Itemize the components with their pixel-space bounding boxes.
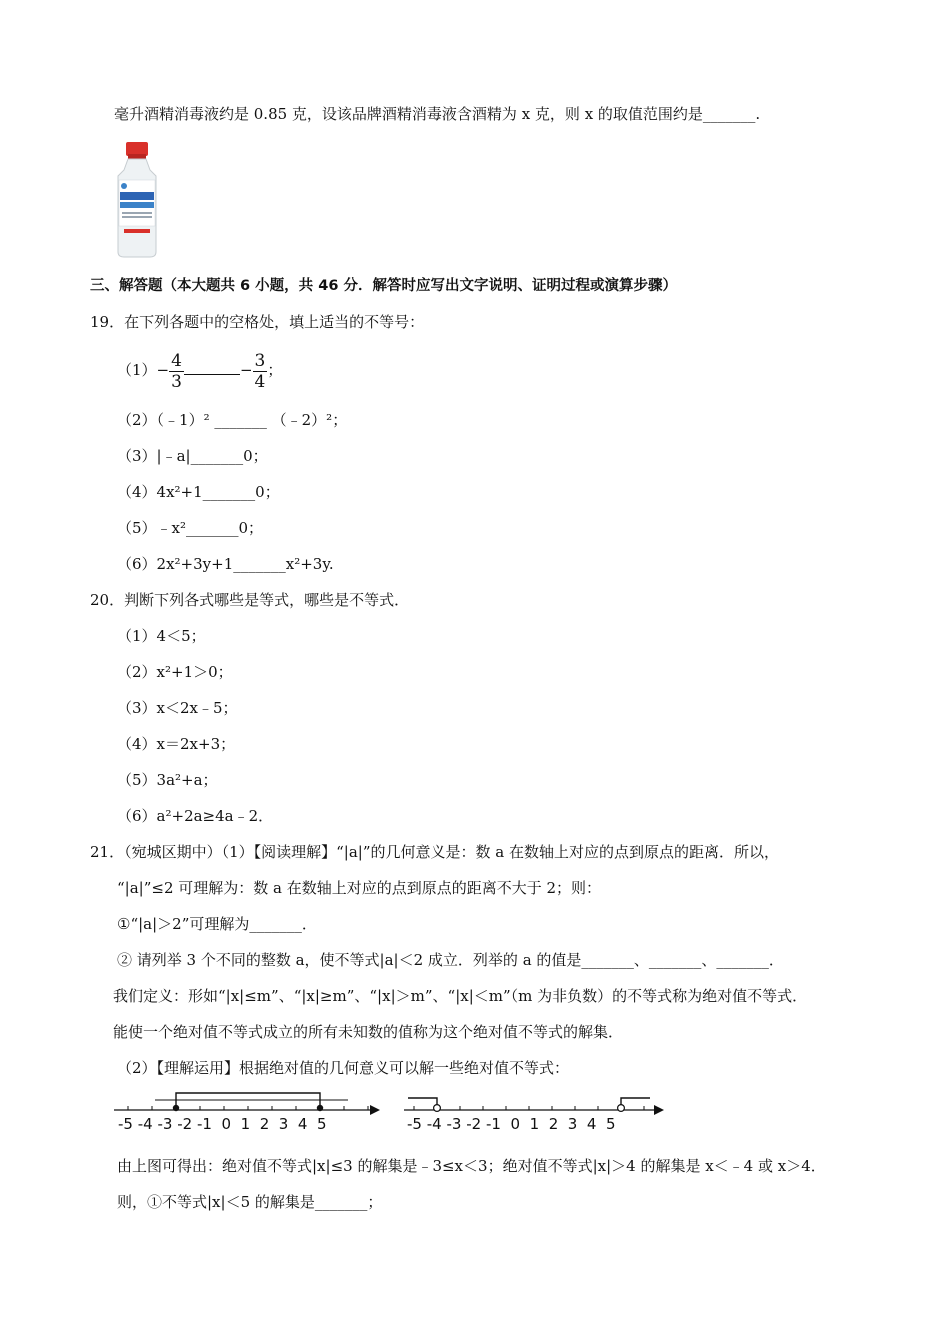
q19-part2: （2）（﹣1）² _______ （﹣2）²；: [117, 411, 348, 429]
q19-p1-blank[interactable]: [184, 360, 240, 375]
alcohol-bottle-image: [112, 140, 162, 260]
q20-item-5: （5）3a²+a；: [117, 771, 218, 789]
q19-part1: （1）− $\frac{4}{3}$ − $\frac{3}{4}$ ；: [117, 350, 283, 392]
closed-point-neg3: [173, 1105, 179, 1111]
left-solution-ray: [408, 1098, 437, 1108]
q20-item-1: （1）4＜5；: [117, 627, 206, 645]
q19-part5: （5）﹣x²_______0；: [117, 519, 264, 537]
right-solution-ray: [621, 1098, 650, 1108]
q21-line7: （2）【理解运用】根据绝对值的几何意义可以解一些绝对值不等式：: [117, 1059, 570, 1077]
q20-item-2: （2）x²+1＞0；: [117, 663, 233, 681]
closed-point-3: [317, 1105, 323, 1111]
q21-line3: ①“|a|＞2”可理解为_______．: [117, 915, 317, 933]
q20-item-4: （4）x＝2x+3；: [117, 735, 236, 753]
q21-line1: 21．（宛城区期中）（1）【阅读理解】“|a|”的几何意义是：数 a 在数轴上对应的点到原点的距离．所以，: [90, 843, 780, 861]
q21-line2: “|a|”≤2 可理解为：数 a 在数轴上对应的点到原点的距离不大于 2；则：: [117, 879, 602, 897]
number-line-1-labels: -5 -4 -3 -2 -1 0 1 2 3 4 5: [118, 1115, 327, 1133]
q20-stem: 20．判断下列各式哪些是等式，哪些是不等式．: [90, 591, 410, 609]
open-point-4: [618, 1105, 625, 1112]
q19-p1-frac1: $\frac{4}{3}$: [171, 350, 182, 392]
q19-p1-label: （1）: [117, 361, 157, 379]
q19-part4: （4）4x²+1_______0；: [117, 483, 280, 501]
q20-item-6: （6）a²+2a≥4a﹣2．: [117, 807, 274, 825]
q21-line9: 则，①不等式|x|＜5 的解集是_______；: [117, 1193, 383, 1211]
q19-part6: （6）2x²+3y+1_______x²+3y.: [117, 555, 334, 573]
q21-line6: 能使一个绝对值不等式成立的所有未知数的值称为这个绝对值不等式的解集．: [113, 1023, 624, 1041]
q19-part3: （3）|﹣a|_______0；: [117, 447, 268, 465]
intro-line: 毫升酒精消毒液约是 0.85 克，设该品牌酒精消毒液含酒精为 x 克，则 x 的取值范围约是_______.: [114, 105, 761, 123]
q21-line5: 我们定义：形如“|x|≤m”、“|x|≥m”、“|x|＞m”、“|x|＜m”（m 为非负数）的不等式称为绝对值不等式．: [113, 987, 808, 1005]
section-title: 三、解答题（本大题共 6 小题，共 46 分．解答时应写出文字说明、证明过程或演算步骤）: [90, 278, 677, 294]
open-point-neg4: [434, 1105, 441, 1112]
number-line-2-labels: -5 -4 -3 -2 -1 0 1 2 3 4 5: [407, 1115, 616, 1133]
q21-line8: 由上图可得出：绝对值不等式|x|≤3 的解集是﹣3≤x＜3；绝对值不等式|x|＞4 的解集是 x＜﹣4 或 x＞4．: [117, 1157, 826, 1175]
q19-p1-frac2: $\frac{3}{4}$: [254, 350, 266, 392]
q20-item-3: （3）x＜2x﹣5；: [117, 699, 238, 717]
q21-line4: ② 请列举 3 个不同的整数 a，使不等式|a|＜2 成立．列举的 a 的值是_______、_______、_______．: [117, 951, 784, 969]
q19-stem: 19．在下列各题中的空格处，填上适当的不等号：: [90, 313, 425, 331]
bottle-cap: [126, 142, 148, 156]
